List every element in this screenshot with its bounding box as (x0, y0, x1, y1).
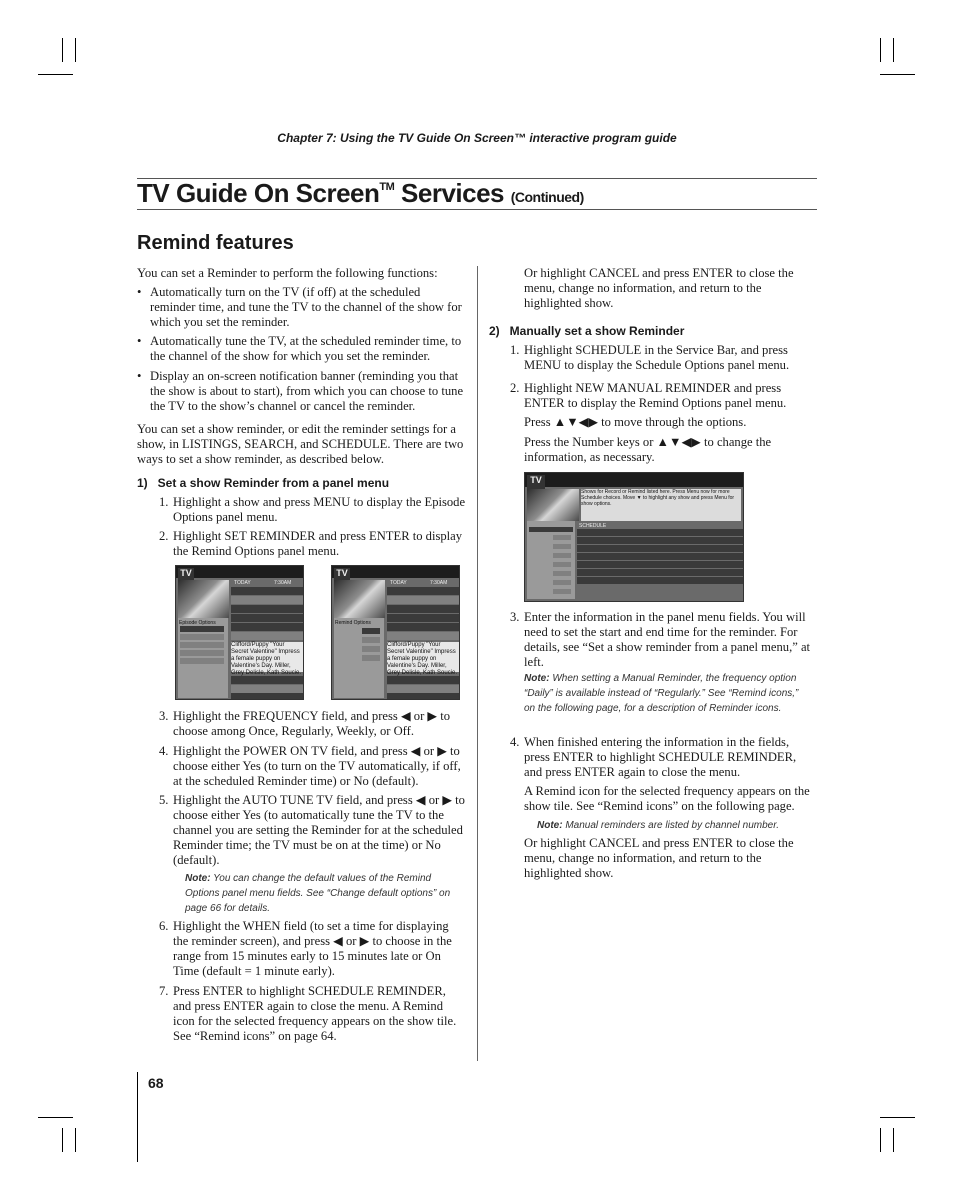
today-label: TODAY (234, 580, 251, 586)
crop-mark (75, 1128, 76, 1152)
service-bar (525, 473, 743, 487)
listing-row (231, 614, 303, 622)
time-label: 7:30AM (274, 580, 292, 586)
panel-option (180, 650, 224, 656)
step-item (508, 343, 814, 373)
step-text: Highlight the POWER ON TV field, and press ◀ or ▶ to choose either Yes (to turn on the TV automatically, if off, at the scheduled Reminder time) or No (default). (173, 744, 461, 788)
step-number: 3. (510, 610, 520, 624)
step-text: Highlight the WHEN field (to set a time for displaying the reminder screen), and press ◀ or ▶ to choose in the range from 15 minutes early to 15 minutes late or On Time (default = 1 minute early). (173, 919, 452, 978)
panel-field (553, 589, 571, 594)
video-window (334, 580, 385, 618)
step-item (157, 529, 467, 559)
step-text: Highlight a show and press MENU to display the Episode Options panel menu. (173, 495, 466, 524)
schedule-row (577, 561, 743, 568)
crop-mark (880, 1117, 915, 1118)
remind-options-panel (527, 521, 575, 599)
intro-paragraph: You can set a Reminder to perform the following functions: (137, 266, 438, 280)
paragraph: Press ▲▼◀▶ to move through the options. (524, 415, 747, 429)
panel-option (180, 626, 224, 632)
schedule-row (577, 569, 743, 576)
today-label: TODAY (390, 580, 407, 586)
title-services: Services (394, 178, 511, 208)
listing-row (387, 605, 459, 613)
step-number: 7. (159, 984, 169, 998)
note-text: You can change the default values of the Remind Options panel menu fields. See “Change default options” on page 66 for details. (185, 873, 451, 914)
panel-field (553, 562, 571, 567)
note-label: Note: (524, 673, 550, 684)
step-item (508, 610, 814, 670)
listing-row (387, 587, 459, 595)
step-number: 5. (159, 793, 169, 807)
step-text: When finished entering the information in the fields, press ENTER to highlight SCHEDULE REMINDER, and press ENTER again to close the menu. (524, 735, 797, 779)
step-text: Press ENTER to highlight SCHEDULE REMINDER, and press ENTER again to close the menu. A Remind icon for the selected frequency appears on the show tile. See “Remind icons” on page 64. (173, 984, 457, 1043)
listing-row (231, 693, 303, 699)
tv-guide-logo: TV (178, 568, 194, 580)
panel-title: Remind Options (335, 620, 371, 626)
panel-field (553, 580, 571, 585)
step-number: 1. (159, 495, 169, 509)
page-title (137, 178, 584, 209)
tv-screenshot-episode-options (175, 565, 304, 700)
bullet-item: • Automatically turn on the TV (if off) at the scheduled reminder time, and tune the TV to the channel of the show for which you set the reminder. (137, 285, 467, 330)
listing-row (231, 623, 303, 631)
note-label: Note: (185, 873, 211, 884)
note-text: Manual reminders are listed by channel number. (562, 820, 779, 831)
tv-guide-logo: TV (527, 475, 545, 489)
crop-mark (893, 1128, 894, 1152)
listing-row (231, 587, 303, 595)
video-window (527, 489, 579, 521)
schedule-row (577, 537, 743, 544)
listing-row (231, 596, 303, 604)
schedule-label: SCHEDULE (579, 523, 607, 529)
panel-option (180, 658, 224, 664)
step-number: 4. (510, 735, 520, 749)
listing-row (387, 676, 459, 684)
title-tm: TM (379, 181, 395, 193)
step-number: 4. (159, 744, 169, 758)
listing-row (387, 614, 459, 622)
note-text: When setting a Manual Reminder, the frequency option “Daily” is available instead of “Regularly.” See “Remind icons,” on the following page, for a description of Reminder icons. (524, 673, 799, 714)
listing-row (387, 596, 459, 604)
panel-field (553, 553, 571, 558)
panel-field (362, 637, 380, 643)
step-item (508, 735, 814, 780)
note-label: Note: (537, 820, 563, 831)
crop-mark (75, 38, 76, 62)
bottom-rule (137, 209, 817, 210)
tv-screenshot-remind-options (331, 565, 460, 700)
bullet-item: • Automatically tune the TV, at the scheduled reminder time, to the channel of the show for which you set the reminder. (137, 334, 467, 364)
page-number-rule (137, 1072, 138, 1162)
step-text: Highlight NEW MANUAL REMINDER and press ENTER to display the Remind Options panel menu. (524, 381, 787, 410)
listing-row (231, 605, 303, 613)
paragraph: A Remind icon for the selected frequency appears on the show tile. See “Remind icons” on the following page. (524, 784, 810, 813)
schedule-row (577, 553, 743, 560)
listing-row (231, 632, 303, 640)
listing-row (387, 632, 459, 640)
step-number: 1. (510, 343, 520, 357)
column-divider (477, 266, 478, 1061)
schedule-row (577, 545, 743, 552)
panel-field (362, 628, 380, 634)
panel-field (529, 527, 573, 532)
step-item (157, 744, 467, 789)
panel-field (553, 571, 571, 576)
crop-mark (38, 1117, 73, 1118)
crop-mark (880, 38, 881, 62)
video-window (178, 580, 229, 618)
step-item (157, 709, 467, 739)
subheading: 1) Set a show Reminder from a panel menu (137, 476, 390, 490)
step-number: 6. (159, 919, 169, 933)
bullet-text: Automatically turn on the TV (if off) at the scheduled reminder time, and tune the TV to the channel of the show for which you set the reminder. (150, 285, 462, 329)
panel-title: Episode Options (179, 620, 216, 626)
schedule-row (577, 577, 743, 584)
step-item (508, 381, 814, 411)
crop-mark (893, 38, 894, 62)
step-text: Highlight the FREQUENCY field, and press ◀ or ▶ to choose among Once, Regularly, Weekly, or Off. (173, 709, 451, 738)
panel-field (362, 646, 380, 652)
schedule-row (577, 529, 743, 536)
crop-mark (880, 74, 915, 75)
program-description: Clifford/Puppy "Your Secret Valentine" Impress a female puppy on Valentine's Day. Miller, Grey Delisle, Kath Soucie. (231, 642, 302, 676)
step-number: 2. (159, 529, 169, 543)
title-main: TV Guide On Screen (137, 178, 380, 208)
panel-option (180, 634, 224, 640)
bullet-text: Display an on-screen notification banner (reminding you that the show is about to start), from which you can choose to tune the TV to the show’s channel or cancel the reminder. (150, 369, 464, 413)
step-text: Highlight the AUTO TUNE TV field, and press ◀ or ▶ to choose either Yes (to automatically tune the TV to the channel you are setting the Reminder for at the scheduled Reminder time; the TV must be on at the time) or No (default). (173, 793, 465, 867)
step-item (157, 919, 467, 979)
step-text: Enter the information in the panel menu fields. You will need to set the start and end time for the reminder. For details, see “Set a show reminder from a panel menu,” at left. (524, 610, 811, 669)
note (537, 818, 807, 833)
subheading: 2) Manually set a show Reminder (489, 324, 685, 338)
page-number: 68 (148, 1075, 164, 1091)
note (524, 671, 799, 716)
tv-guide-logo: TV (334, 568, 350, 580)
listing-row (231, 685, 303, 693)
crop-mark (62, 38, 63, 62)
cancel-paragraph: Or highlight CANCEL and press ENTER to close the menu, change no information, and return to the highlighted show. (524, 836, 794, 880)
note (185, 871, 460, 916)
panel-field (553, 544, 571, 549)
listing-row (231, 676, 303, 684)
cancel-paragraph: Or highlight CANCEL and press ENTER to close the menu, change no information, and return to the highlighted show. (524, 266, 794, 310)
program-description: Clifford/Puppy "Your Secret Valentine" Impress a female puppy on Valentine's Day. Miller, Grey Delisle, Kath Soucie. (387, 642, 458, 676)
bullet-text: Automatically tune the TV, at the scheduled reminder time, to the channel of the show for which you set the reminder. (150, 334, 462, 363)
time-label: 7:30AM (430, 580, 448, 586)
paragraph: Press the Number keys or ▲▼◀▶ to change the information, as necessary. (524, 435, 772, 464)
panel-field (362, 655, 380, 661)
title-continued: (Continued) (510, 189, 584, 205)
service-bar (176, 566, 303, 578)
step-item (157, 984, 467, 1044)
section-title: Remind features (137, 232, 294, 254)
crop-mark (62, 1128, 63, 1152)
step-number: 3. (159, 709, 169, 723)
service-bar (332, 566, 459, 578)
panel-field (553, 535, 571, 540)
listing-row (387, 693, 459, 699)
crop-mark (880, 1128, 881, 1152)
step-item (157, 495, 467, 525)
step-number: 2. (510, 381, 520, 395)
step-item (157, 793, 467, 868)
bullet-item: • Display an on-screen notification banner (reminding you that the show is about to start), from which you can choose to tune the TV to the show’s channel or cancel the reminder. (137, 369, 467, 414)
panel-option (180, 642, 224, 648)
paragraph: You can set a show reminder, or edit the reminder settings for a show, in LISTINGS, SEARCH, and SCHEDULE. There are two ways to set a show reminder, as described below. (137, 422, 464, 466)
step-text: Highlight SCHEDULE in the Service Bar, and press MENU to display the Schedule Options panel menu. (524, 343, 790, 372)
chapter-header: Chapter 7: Using the TV Guide On Screen™ interactive program guide (277, 131, 677, 145)
schedule-info: Shows for Record or Remind listed here. Press Menu now for more Schedule choices. Move ▼ to highlight any show and press Menu for show options. (581, 489, 741, 521)
crop-mark (38, 74, 73, 75)
step-text: Highlight SET REMINDER and press ENTER to display the Remind Options panel menu. (173, 529, 463, 558)
tv-screenshot-schedule (524, 472, 744, 602)
listing-row (387, 623, 459, 631)
listing-row (387, 685, 459, 693)
